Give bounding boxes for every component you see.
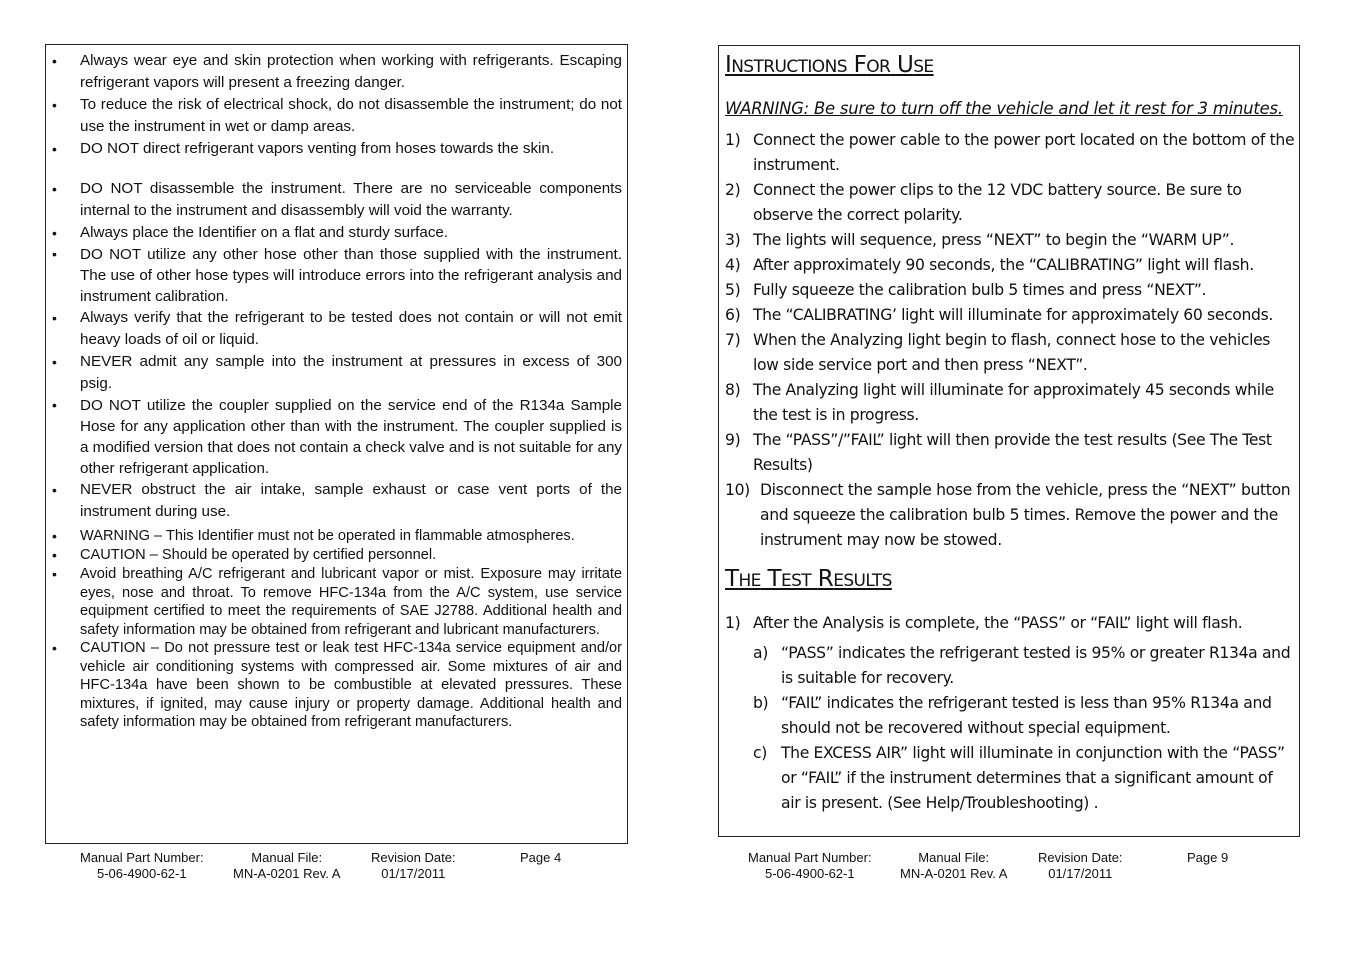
bullet-icon: • <box>52 310 57 326</box>
revision-date: Revision Date: 01/17/2011 <box>371 850 456 881</box>
list-item: • DO NOT utilize any other hose other than those supplied with the instrument. The use of other hose types will introduce errors into the refrigerant analysis and instrument calibration. <box>52 246 622 305</box>
list-item: 1) After the Analysis is complete, the “PASS” or “FAIL” light will flash. <box>725 614 1243 632</box>
safety-panel <box>45 44 628 844</box>
list-item: c) The EXCESS AIR” light will illuminate in conjunction with the “PASS” or “FAIL” if the instrument determines that a significant amount of air is present. (See Help/Troubleshooting) . <box>753 744 1285 812</box>
bullet-icon: • <box>52 547 57 563</box>
warning-text: WARNING: Be sure to turn off the vehicle and let it rest for 3 minutes. <box>725 99 1283 118</box>
page-number: Page 9 <box>1187 850 1229 865</box>
bullet-icon: • <box>52 354 57 370</box>
bullet-icon: • <box>52 97 57 113</box>
list-item: b) “FAIL” indicates the refrigerant tested is less than 95% R134a and should not be recovered without special equipment. <box>753 694 1272 737</box>
list-item: 1) Connect the power cable to the power port located on the bottom of the instrument. <box>725 131 1295 174</box>
instruction-steps <box>725 128 1295 553</box>
list-item: 10) Disconnect the sample hose from the vehicle, press the “NEXT” button and squeeze the calibration bulb 5 times. Remove the power and the instrument may now be stowed. <box>725 481 1291 549</box>
list-item: • Always verify that the refrigerant to be tested does not contain or will not emit heavy loads of oil or liquid. <box>52 309 622 348</box>
list-item: • WARNING – This Identifier must not be operated in flammable atmospheres. <box>52 528 575 544</box>
bullet-icon: • <box>52 566 57 582</box>
page-number: Page 4 <box>520 850 562 865</box>
instructions-panel <box>718 45 1300 837</box>
list-item: • NEVER obstruct the air intake, sample exhaust or case vent ports of the instrument during use. <box>52 481 622 520</box>
list-item: • DO NOT disassemble the instrument. There are no serviceable components internal to the instrument and disassembly will void the warranty. <box>52 180 622 219</box>
list-item: • To reduce the risk of electrical shock, do not disassemble the instrument; do not use the instrument in wet or damp areas. <box>52 96 622 135</box>
list-item: a) “PASS” indicates the refrigerant tested is 95% or greater R134a and is suitable for recovery. <box>753 644 1291 687</box>
list-item: • DO NOT utilize the coupler supplied on the service end of the R134a Sample Hose for any application other than with the instrument. The coupler supplied is a modified version that does not contain a check valve and is not suitable for any other refrigerant application. <box>52 397 623 477</box>
list-item: • CAUTION – Do not pressure test or leak test HFC-134a service equipment and/or vehicle air conditioning systems with compressed air. Some mixtures of air and HFC-134a have been shown to be combustible at elevated pressures. These mixtures, if ignited, may cause injury or property damage. Additional health and safety information may be obtained from refrigerant manufacturers. <box>52 640 622 730</box>
list-item: 7) When the Analyzing light begin to flash, connect hose to the vehicles low side service port and then press “NEXT”. <box>725 331 1271 374</box>
instructions-heading: INSTRUCTIONS FOR USE <box>725 52 934 78</box>
list-item: 2) Connect the power clips to the 12 VDC battery source. Be sure to observe the correct polarity. <box>725 181 1242 224</box>
safety-bullet-list <box>46 50 622 732</box>
bullet-icon: • <box>52 53 57 69</box>
bullet-icon: • <box>52 246 57 262</box>
list-item: • CAUTION – Should be operated by certified personnel. <box>52 547 437 563</box>
list-item: • Avoid breathing A/C refrigerant and lubricant vapor or mist. Exposure may irritate eyes, nose and throat. To remove HFC-134a from the A/C system, use service equipment certified to meet the requirements of SAE J2788. Additional health and safety information may be obtained from refrigerant and lubricant manufacturers. <box>52 566 622 638</box>
list-item: 3) The lights will sequence, press “NEXT” to begin the “WARM UP”. <box>725 231 1235 249</box>
results-sub-list <box>753 641 1293 816</box>
manual-file: Manual File: MN-A-0201 Rev. A <box>900 850 1008 881</box>
bullet-icon: • <box>52 181 57 197</box>
bullet-icon: • <box>52 141 57 157</box>
list-item: • NEVER admit any sample into the instrument at pressures in excess of 300 psig. <box>52 353 622 392</box>
revision-date: Revision Date: 01/17/2011 <box>1038 850 1123 881</box>
list-item: 8) The Analyzing light will illuminate for approximately 45 seconds while the test is in progress. <box>725 381 1274 424</box>
bullet-icon: • <box>52 528 57 544</box>
results-steps <box>725 611 1295 636</box>
list-item: • Always wear eye and skin protection when working with refrigerants. Escaping refrigerant vapors will present a freezing danger. <box>52 52 622 91</box>
list-item: 5) Fully squeeze the calibration bulb 5 times and press “NEXT”. <box>725 281 1207 299</box>
part-number: Manual Part Number: 5-06-4900-62-1 <box>748 850 872 881</box>
manual-file: Manual File: MN-A-0201 Rev. A <box>233 850 341 881</box>
bullet-icon: • <box>52 225 57 241</box>
list-item: 4) After approximately 90 seconds, the “CALIBRATING” light will flash. <box>725 256 1254 274</box>
bullet-icon: • <box>52 640 57 656</box>
list-item: • Always place the Identifier on a flat and sturdy surface. <box>46 222 622 244</box>
list-item: • DO NOT direct refrigerant vapors venting from hoses towards the skin. <box>46 138 622 160</box>
results-heading: THE TEST RESULTS <box>725 566 892 592</box>
list-item: 6) The “CALIBRATING’ light will illuminate for approximately 60 seconds. <box>725 306 1273 324</box>
bullet-icon: • <box>52 482 57 498</box>
bullet-icon: • <box>52 397 57 413</box>
list-item: 9) The “PASS”/”FAIL” light will then provide the test results (See The Test Results) <box>725 431 1272 474</box>
part-number: Manual Part Number: 5-06-4900-62-1 <box>80 850 204 881</box>
